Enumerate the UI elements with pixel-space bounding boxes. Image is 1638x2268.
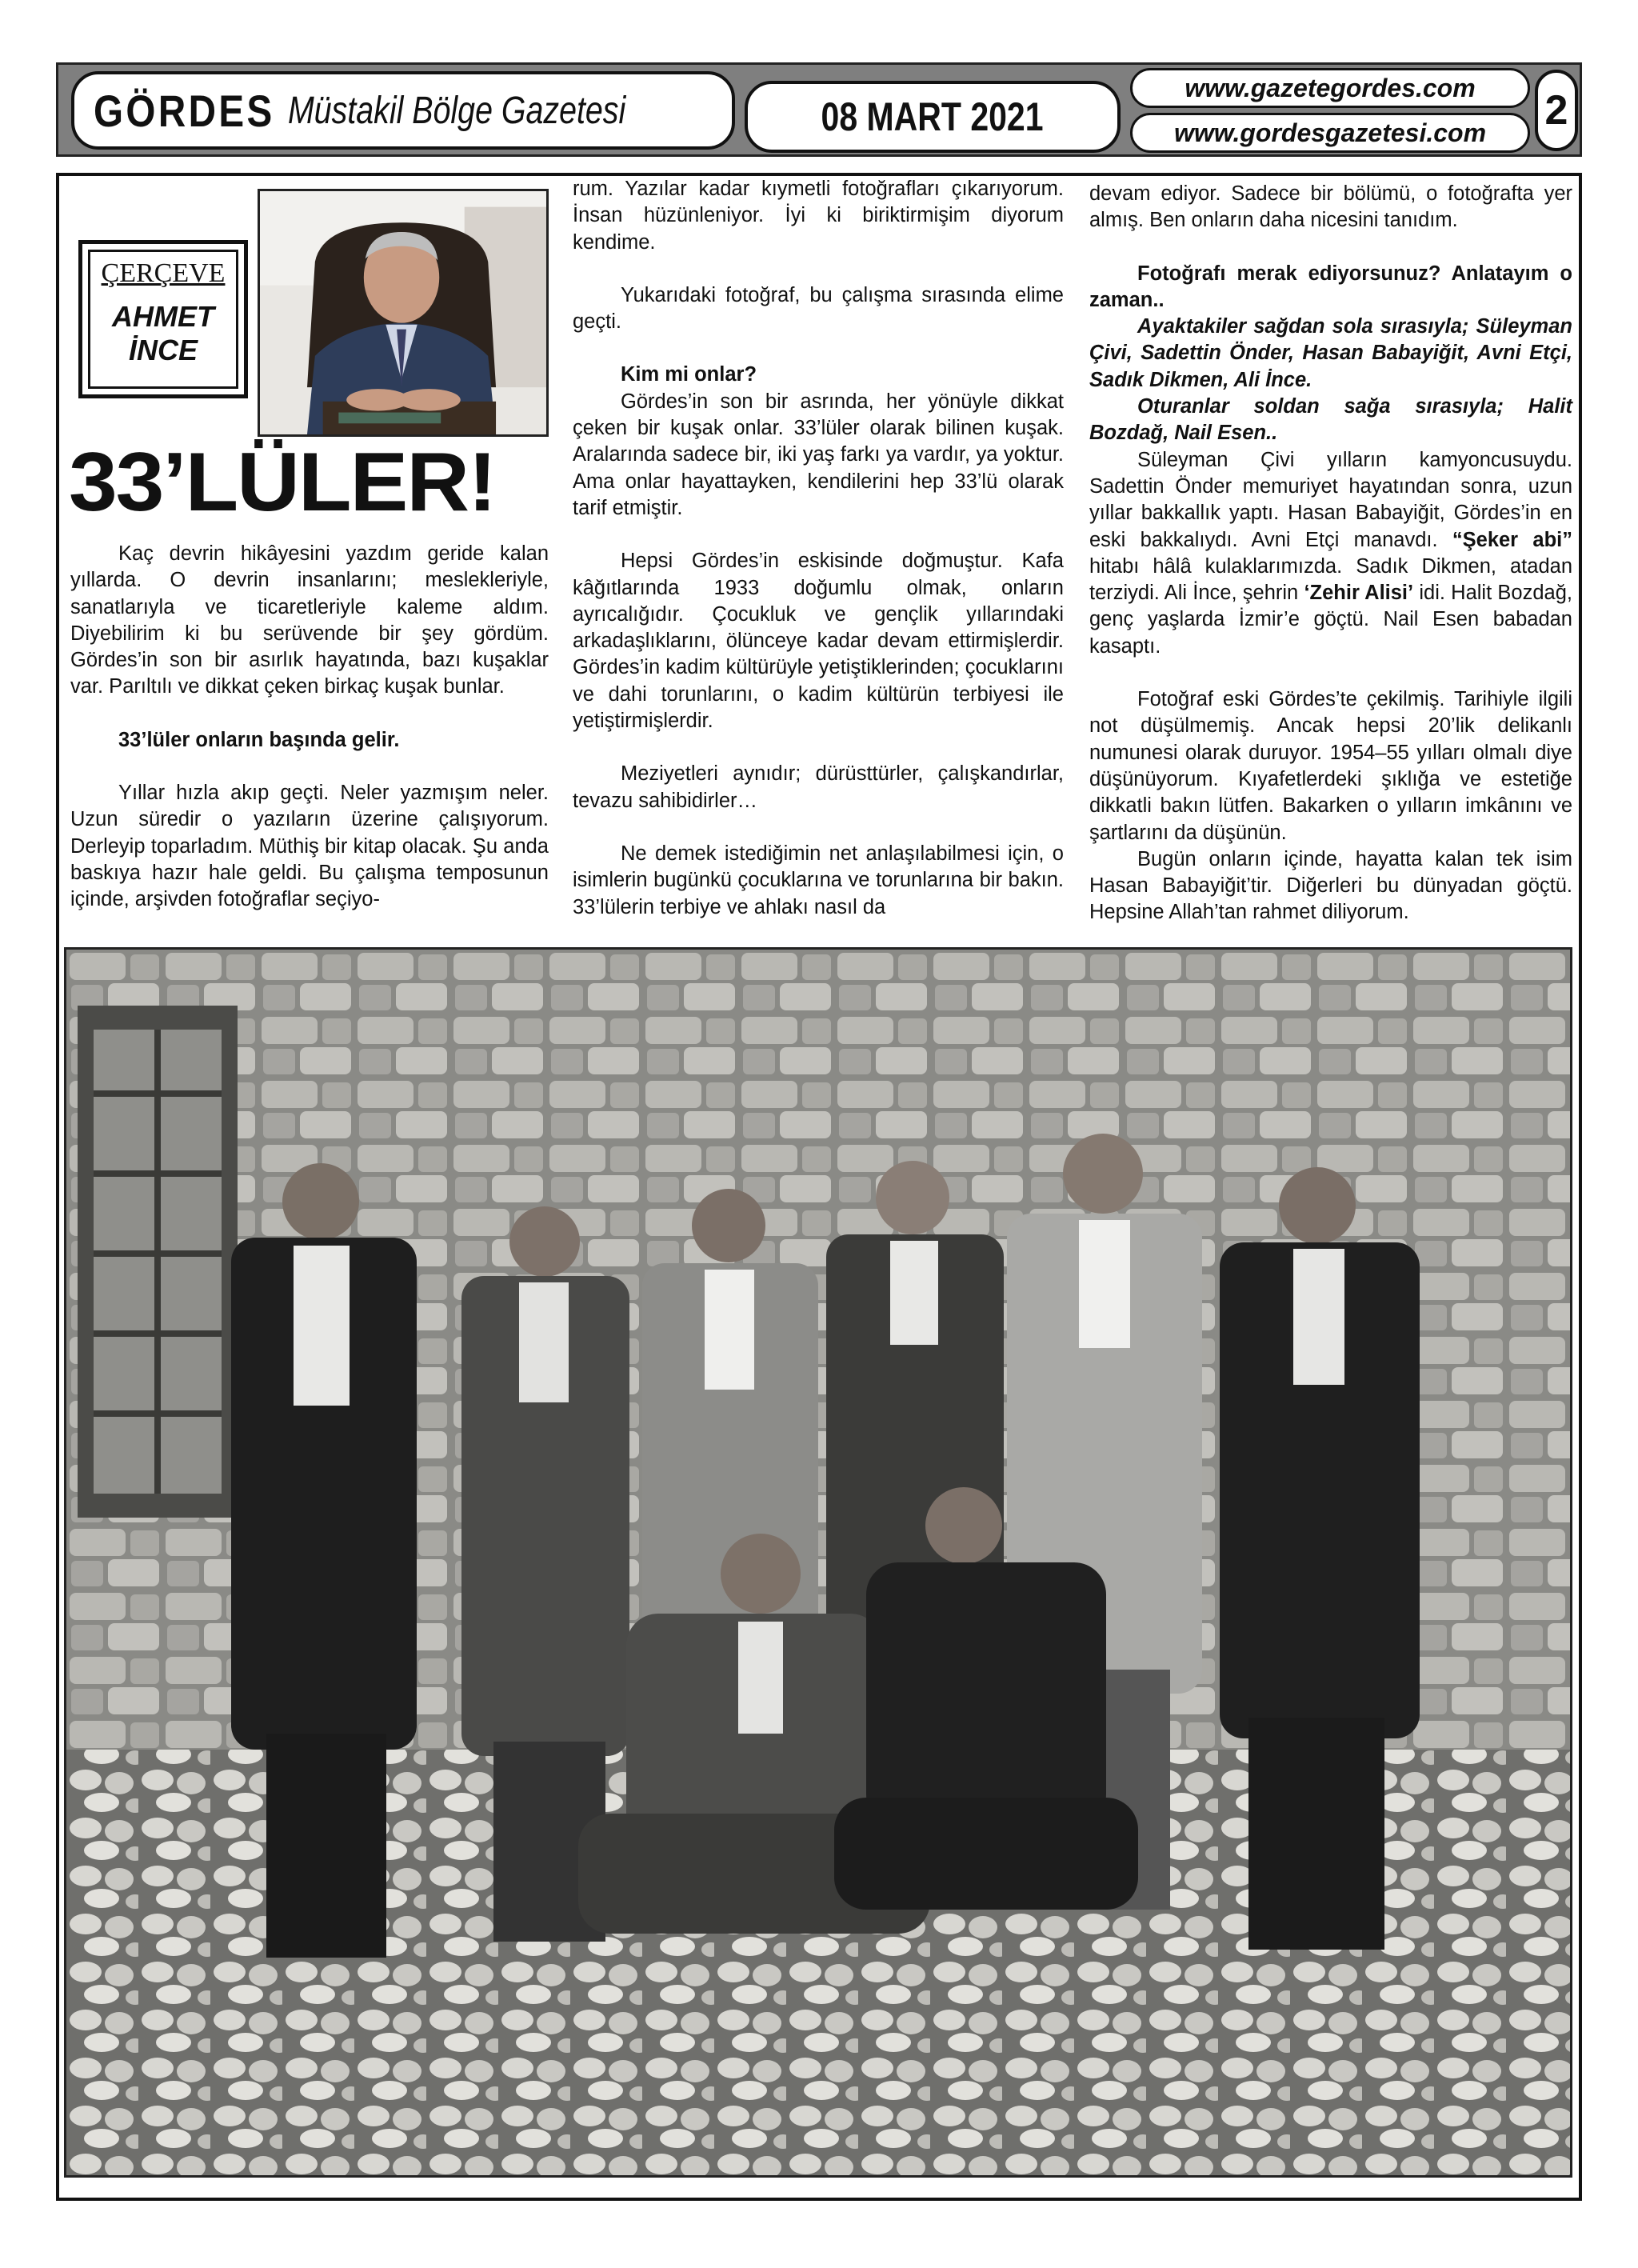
historic-group-photo [64,947,1572,2178]
website-link-2[interactable]: www.gordesgazetesi.com [1130,113,1530,153]
column-author-inner [88,250,238,389]
paragraph: devam ediyor. Sadece bir bölümü, o fotoğrafta yer almış. Ben onların daha nicesini tanıdım. [1089,182,1572,232]
column-author-box [78,240,248,398]
paragraph: rum. Yazılar kadar kıymetli fotoğrafları çıkarıyorum. İnsan hüzünleniyor. İyi ki biriktirmişim diyorum kendime. [573,178,1064,254]
masthead [56,62,1582,157]
paragraph: Kaç devrin hikâyesini yazdım geride kalan yıllarda. O devrin insanlarını; meslekleriyle, sanatlarıyla ve ticaretleriyle kaleme aldım. Diyebilirim ki bu serüvende bir şey gördüm. Gördes’in son bir asırlık hayatında, bazı kuşaklar var. Parıltılı ve dikkat çeken birkaç kuşak bunlar. [70,542,549,698]
article-column-1 [70,541,549,914]
issue-date-box [745,81,1121,153]
paragraph: Yukarıdaki fotoğraf, bu çalışma sırasında elime geçti. [573,283,1064,334]
author-name-line2: İNCE [128,334,198,366]
paragraph: Meziyetleri aynıdır; dürüsttürler, çalışkandırlar, tevazu sahibidirler… [573,762,1064,812]
column-label: ÇERÇEVE [101,258,226,288]
article-column-2 [573,176,1064,921]
issue-date: 08 MART 2021 [821,94,1045,139]
paragraph: Gördes’in son bir asrında, her yönüyle dikkat çeken bir kuşak onlar. 33’lüler olarak bilinen kuşak. Aralarında sadece bir, iki yaş farkı ya vardır, ya yoktur. Ama onlar hayattayken, kendilerini hep 33’lü olarak tarif etmiştir. [573,390,1064,519]
paragraph: Süleyman Çivi yılların kamyoncusuydu. Sadettin Önder memuriyet hayatından sonra, uzun yıllar bakkallık yaptı. Hasan Babayiğit, Gördes’in en eski bakkalıydı. Avni Etçi manavdı. “Şeker abi” hitabı hâlâ kulaklarımızda. Sadık Dikmen, atadan terziydi. Ali İnce, şehrin ‘Zehir Alisi’ idi. Halit Bozdağ, genç yaşlarda İzmir’e göçtü. Nail Esen babadan kasaptı. [1089,448,1572,658]
author-portrait [258,189,549,437]
subheading: Kim mi onlar? [621,363,757,386]
author-portrait-image [260,191,546,434]
paragraph: Hepsi Gördes’in eskisinde doğmuştur. Kafa kâğıtlarında 1933 doğumlu olmak, onların ayrıcalığıdır. Çocukluk ve gençlik yıllarındaki arkadaşlıklarını, ölünceye kadar devam ettirmişlerdir. Gördes’in kadim kültürüyle yetiştiklerinden; çocuklarını ve dahi torunlarını, o kadim kültürün terbiyesi ile yetiştirmişlerdir. [573,550,1064,733]
newspaper-name: GÖRDES [94,85,275,136]
website-link-1[interactable]: www.gazetegordes.com [1130,68,1530,108]
caption-standing: Ayaktakiler sağdan sola sırasıyla; Süleyman Çivi, Sadettin Önder, Hasan Babayiğit, Avni Etçi, Sadık Dikmen, Ali İnce. [1089,315,1572,391]
caption-seated: Oturanlar soldan sağa sırasıyla; Halit Bozdağ, Nail Esen.. [1089,395,1572,445]
paragraph: Bugün onların içinde, hayatta kalan tek isim Hasan Babayiğit’tir. Diğerleri bu dünyadan göçtü. Hepsine Allah’tan rahmet diliyorum. [1089,847,1572,924]
article-column-3 [1089,181,1572,926]
author-name-line1: AHMET [112,300,214,333]
masthead-title-box [71,71,735,150]
paragraph: Ne demek istediğimin net anlaşılabilmesi için, o isimlerin bugünkü çocuklarına ve torunlarına bir bakın. 33’lülerin terbiye ve ahlakı nasıl da [573,842,1064,918]
paragraph-bold: Fotoğrafı merak ediyorsunuz? Anlatayım o zaman.. [1089,262,1572,311]
newspaper-subtitle: Müstakil Bölge Gazetesi [287,89,625,132]
page-number: 2 [1535,70,1578,151]
paragraph: Fotoğraf eski Gördes’te çekilmiş. Tarihiyle ilgili not düşülmemiş. Ancak hepsi 20’lik delikanlı numunesi olarak duruyor. 1954–55 yılları olmalı diye düşünüyorum. Kıyafetlerdeki şıklığa ve estetiğe dikkatli bakın lütfen. Bakarken o yılların imkânını ve şartlarını da düşünün. [1089,688,1572,844]
article-headline: 33’LÜLER! [69,436,496,529]
group-photo-image [66,950,1570,2175]
paragraph: Yıllar hızla akıp geçti. Neler yazmışım neler. Uzun süredir o yazıların üzerine çalışıyorum. Derleyip toparladım. Müthiş bir kitap olacak. Şu anda baskıya hazır hale geldi. Bu çalışma temposunun içinde, arşivden fotoğraflar seçiyo- [70,782,549,911]
paragraph-bold: 33’lüler onların başında gelir. [118,728,400,751]
